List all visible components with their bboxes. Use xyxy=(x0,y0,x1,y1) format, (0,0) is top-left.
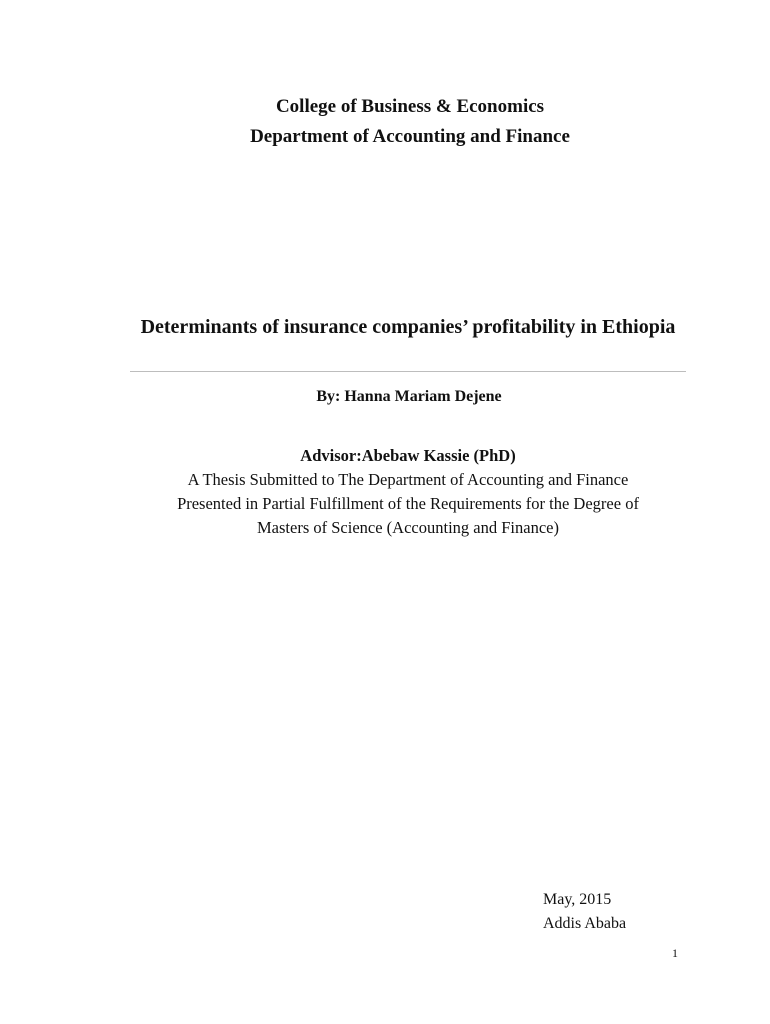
date-place-block xyxy=(543,888,626,936)
divider-line xyxy=(130,371,686,372)
advisor-line: Advisor:Abebaw Kassie (PhD) xyxy=(300,446,516,465)
thesis-title: Determinants of insurance companies’ profitability in Ethiopia xyxy=(140,316,676,338)
department-name: Department of Accounting and Finance xyxy=(250,126,570,147)
page-number: 1 xyxy=(672,946,678,960)
submission-line-1: A Thesis Submitted to The Department of Accounting and Finance xyxy=(187,470,629,489)
advisor-block xyxy=(0,444,770,540)
college-name: College of Business & Economics xyxy=(275,96,545,117)
author-line: By: Hanna Mariam Dejene xyxy=(316,388,502,405)
submission-line-2: Presented in Partial Fulfillment of the Requirements for the Degree of xyxy=(177,494,639,513)
submission-line-3: Masters of Science (Accounting and Finance) xyxy=(257,518,559,537)
submission-place: Addis Ababa xyxy=(543,915,627,932)
institution-header xyxy=(0,92,770,152)
submission-date: May, 2015 xyxy=(543,891,612,908)
